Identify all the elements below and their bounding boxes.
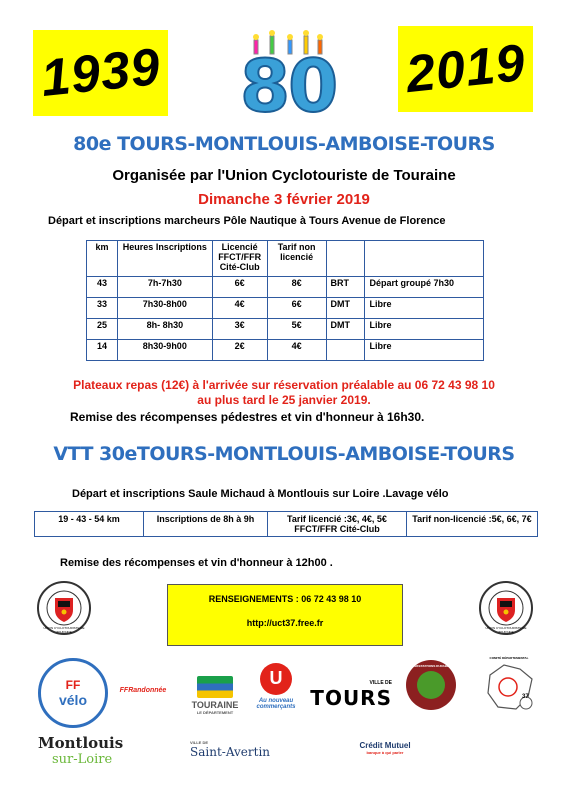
cell-km: 14: [87, 340, 118, 361]
meals-line-1: Plateaux repas (12€) à l'arrivée sur réservation préalable au 06 72 43 98 10: [73, 378, 495, 392]
table-row: [87, 319, 484, 340]
cell-note: Départ groupé 7h30: [365, 277, 484, 298]
vtt-title: VTT 30eTOURS-MONTLOUIS-AMBOISE-TOURS: [53, 443, 515, 465]
col-header-km: km: [87, 241, 118, 277]
col-header-note: [365, 241, 484, 277]
vtt-table: [34, 511, 538, 537]
touraine-logo: [186, 670, 244, 720]
table-row: [87, 340, 484, 361]
schedule-table: [86, 240, 484, 361]
col-header-type: [326, 241, 365, 277]
cell-unlicensed: 6€: [267, 298, 326, 319]
cell-type: DMT: [326, 298, 365, 319]
touraine-sub: LE DÉPARTEMENT: [196, 709, 234, 715]
cell-km: 43: [87, 277, 118, 298]
saint-avertin-text: Saint-Avertin: [190, 744, 271, 759]
cell-unlicensed: 5€: [267, 319, 326, 340]
col-header-hours: Heures Inscriptions: [117, 241, 212, 277]
cell-hours: 7h-7h30: [117, 277, 212, 298]
vtt-distance: 19 - 43 - 54 km: [35, 512, 144, 537]
ffvelo-ff: FF: [65, 678, 81, 692]
cotourisme-text: COMITÉ DÉPARTEMENTAL: [489, 656, 529, 660]
col-header-unlicensed: Tarif non licencié: [267, 241, 326, 277]
cell-km: 25: [87, 319, 118, 340]
cell-hours: 8h30-9h00: [117, 340, 212, 361]
touraine-stripes-icon: [197, 676, 233, 698]
cell-note: Libre: [365, 319, 484, 340]
cell-licensed: 4€: [212, 298, 267, 319]
cake-number: 80: [240, 44, 337, 128]
cell-hours: 8h- 8h30: [117, 319, 212, 340]
cell-note: Libre: [365, 298, 484, 319]
info-box: [167, 584, 403, 646]
cotourisme-num: 37: [522, 694, 529, 700]
montlouis-text-2: sur-Loire: [52, 751, 113, 767]
cell-type: [326, 340, 365, 361]
awards-line-1: Remise des récompenses pédestres et vin d'honneur à 16h30.: [70, 410, 425, 424]
touraine-text: TOURAINE: [191, 699, 239, 710]
vtt-unlicensed-price: Tarif non-licencié :5€, 6€, 7€: [407, 512, 538, 537]
table-row: [87, 277, 484, 298]
event-date: Dimanche 3 février 2019: [198, 191, 370, 208]
tours-text: TOURS: [310, 686, 392, 710]
table-header-row: [87, 241, 484, 277]
vtt-departure: Départ et inscriptions Saule Michaud à Montlouis sur Loire .Lavage vélo: [72, 488, 449, 500]
year-left-box: [33, 30, 168, 116]
info-phone: RENSEIGNEMENTS : 06 72 43 98 10: [208, 594, 362, 604]
cell-note: Libre: [365, 340, 484, 361]
u-letter: U: [260, 663, 292, 695]
saint-avertin-logo: [190, 734, 274, 764]
ffrandonnee-logo: FFRandonnée: [119, 686, 167, 694]
table-row: [87, 298, 484, 319]
page-title: 80e TOURS-MONTLOUIS-AMBOISE-TOURS: [73, 133, 495, 155]
uct-badge-left: [36, 580, 92, 636]
uct-ring-text: UNION CYCLOTOURISTE DE TOURAINE: [485, 626, 527, 634]
cotourisme-logo: [478, 654, 540, 718]
ffvelo-logo: [38, 658, 108, 728]
cell-hours: 7h30-8h00: [117, 298, 212, 319]
u-slogan: Au nouveau commerçants: [256, 697, 296, 710]
uct-ring-text: UNION CYCLOTOURISTE DE TOURAINE: [43, 626, 85, 634]
tours-small: VILLE DE: [369, 680, 392, 686]
credit-sub: banque à qui parler: [366, 750, 404, 755]
montlouis-logo: [38, 730, 146, 770]
meals-line-2: au plus tard le 25 janvier 2019.: [197, 393, 371, 407]
uct-badge-right: [478, 580, 534, 636]
super-u-logo: [250, 655, 302, 717]
awards-line-2: Remise des récompenses et vin d'honneur à 12h00 .: [60, 557, 333, 569]
ffvelo-text: vélo: [58, 692, 87, 708]
eco-text: MANIFESTATIONS DURABLES: [409, 664, 453, 668]
cell-licensed: 6€: [212, 277, 267, 298]
cell-licensed: 2€: [212, 340, 267, 361]
year-right-box: [398, 26, 533, 112]
table-row: [35, 512, 538, 537]
year-right: 2019: [402, 33, 529, 105]
department-map-icon: [480, 657, 538, 715]
col-header-licensed: Licencié FFCT/FFR Cité-Club: [212, 241, 267, 277]
cell-unlicensed: 8€: [267, 277, 326, 298]
credit-text: Crédit Mutuel: [359, 741, 411, 750]
vtt-licensed-price: Tarif licencié :3€, 4€, 5€ FFCT/FFR Cité-Club: [268, 512, 407, 537]
vtt-registration: Inscriptions de 8h à 9h: [144, 512, 268, 537]
saint-avertin-small: VILLE DE: [190, 739, 209, 745]
tours-logo: [310, 678, 392, 712]
leaf-icon: [417, 671, 445, 699]
cell-unlicensed: 4€: [267, 340, 326, 361]
cell-licensed: 3€: [212, 319, 267, 340]
cell-km: 33: [87, 298, 118, 319]
montlouis-text-1: Montlouis: [38, 733, 124, 752]
cell-type: BRT: [326, 277, 365, 298]
year-left: 1939: [37, 37, 164, 109]
eco-manifestation-logo: [406, 660, 456, 710]
credit-mutuel-logo: [350, 736, 420, 760]
departure-line: Départ et inscriptions marcheurs Pôle Nautique à Tours Avenue de Florence: [48, 215, 446, 227]
cake-80-graphic: [236, 30, 337, 128]
cell-type: DMT: [326, 319, 365, 340]
organizer-line: Organisée par l'Union Cyclotouriste de Touraine: [112, 167, 456, 184]
info-url[interactable]: http://uct37.free.fr: [246, 618, 324, 628]
